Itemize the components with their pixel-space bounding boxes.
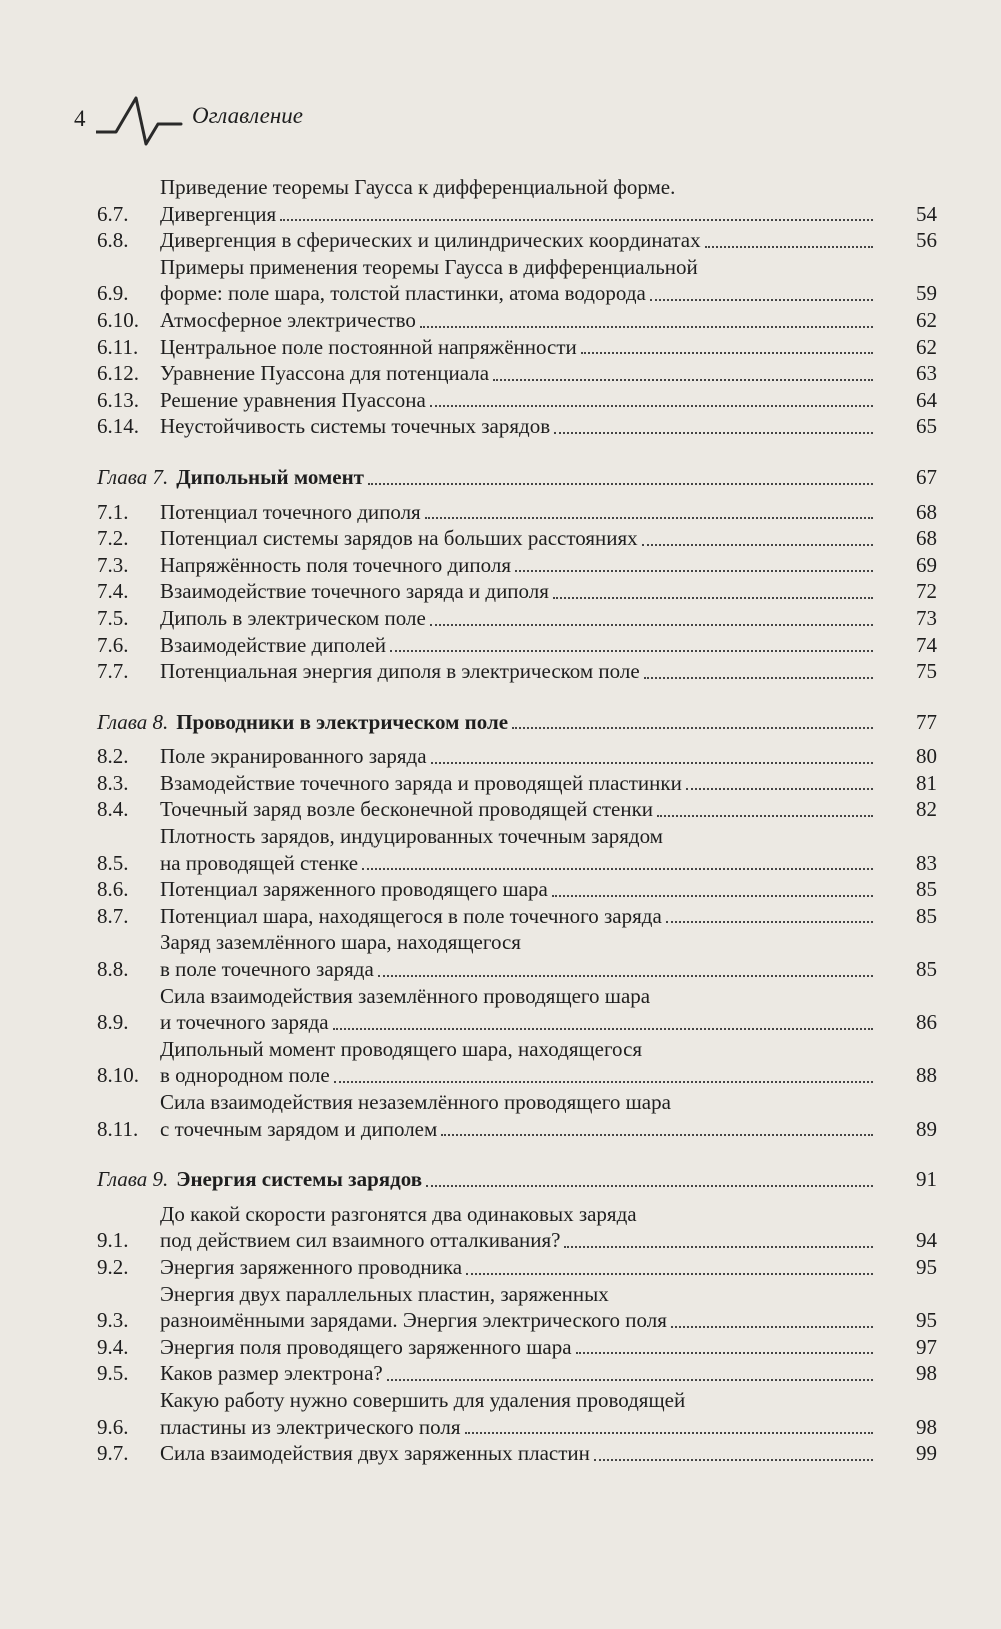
page-ref: 85 <box>916 877 937 902</box>
toc-entry <box>97 360 937 387</box>
section-number: 6.8. <box>97 228 129 253</box>
title-line <box>160 903 875 930</box>
page-ref: 81 <box>916 770 937 795</box>
dot-leader <box>650 299 873 301</box>
title-text: Точечный заряд возле бесконечной проводящей стенки <box>160 797 654 822</box>
section-title <box>160 1036 875 1089</box>
toc-entry <box>97 499 937 526</box>
title-line <box>160 578 875 605</box>
section-title <box>160 254 875 307</box>
page-ref: 65 <box>916 414 937 439</box>
section-number: 7.6. <box>97 632 129 657</box>
page-ref: 75 <box>916 659 937 684</box>
title-line <box>160 1387 875 1414</box>
page-ref: 62 <box>916 307 937 332</box>
title-line <box>160 387 875 414</box>
toc-entry <box>97 334 937 361</box>
section-number: 6.10. <box>97 307 139 332</box>
title-text: Дивергенция в сферических и цилиндрических координатах <box>160 228 701 253</box>
title-line <box>160 360 875 387</box>
section-number: 7.4. <box>97 579 129 604</box>
chapter-title: Энергия системы зарядов <box>176 1167 423 1192</box>
dot-leader <box>368 483 873 485</box>
section-title <box>160 1360 875 1387</box>
title-line <box>160 632 875 659</box>
title-line <box>160 174 875 201</box>
toc-entry <box>97 770 937 797</box>
section-title <box>160 525 875 552</box>
title-text: Дипольный момент проводящего шара, находящегося <box>160 1036 643 1061</box>
chapter-label: Глава 9. <box>97 1167 169 1192</box>
dot-leader <box>425 517 873 519</box>
toc-entry <box>97 578 937 605</box>
title-line <box>160 254 875 281</box>
section-number: 8.5. <box>97 850 129 875</box>
title-line <box>160 1307 875 1334</box>
toc-entry <box>97 1387 937 1440</box>
title-line <box>160 1201 875 1228</box>
section-title <box>160 1254 875 1281</box>
title-line <box>160 280 875 307</box>
title-text: До какой скорости разгонятся два одинаковых заряда <box>160 1201 637 1226</box>
dot-leader <box>430 624 873 626</box>
title-line <box>160 1440 875 1467</box>
title-line <box>160 1281 875 1308</box>
page-ref: 91 <box>916 1167 937 1192</box>
page-ref: 85 <box>916 957 937 982</box>
section-number: 8.3. <box>97 770 129 795</box>
chapter-label: Глава 8. <box>97 709 169 734</box>
title-line <box>160 605 875 632</box>
title-text: Заряд заземлённого шара, находящегося <box>160 930 521 955</box>
toc-entry <box>97 1440 937 1467</box>
section-title <box>160 360 875 387</box>
dot-leader <box>362 868 873 870</box>
page-ref: 62 <box>916 334 937 359</box>
section-title <box>160 1089 875 1142</box>
section-number: 8.11. <box>97 1116 139 1141</box>
title-text: Примеры применения теоремы Гаусса в дифференциальной <box>160 254 698 279</box>
toc-entry <box>97 796 937 823</box>
section-title <box>160 1334 875 1361</box>
title-line <box>160 658 875 685</box>
section-title <box>160 1281 875 1334</box>
title-line <box>160 1062 875 1089</box>
page-ref: 97 <box>916 1334 937 1359</box>
section-title <box>160 174 875 227</box>
title-text: разноимёнными зарядами. Энергия электрического поля <box>160 1308 667 1333</box>
dot-leader <box>564 1246 873 1248</box>
toc-entry <box>97 903 937 930</box>
page-ref: 69 <box>916 552 937 577</box>
title-text: в однородном поле <box>160 1063 330 1088</box>
title-line <box>160 850 875 877</box>
toc-entry <box>97 307 937 334</box>
toc-entry <box>97 413 937 440</box>
toc-entry <box>97 525 937 552</box>
dot-leader <box>430 405 873 407</box>
toc-entry <box>97 1036 937 1089</box>
chapter-title: Дипольный момент <box>176 464 364 489</box>
dot-leader <box>644 677 873 679</box>
dot-leader <box>666 921 873 923</box>
section-title <box>160 1201 875 1254</box>
section-title <box>160 1387 875 1440</box>
title-text: Напряжённость поля точечного диполя <box>160 552 511 577</box>
title-line <box>160 499 875 526</box>
dot-leader <box>466 1273 873 1275</box>
page-ref: 73 <box>916 605 937 630</box>
title-text: Центральное поле постоянной напряжённости <box>160 334 577 359</box>
page-ref: 94 <box>916 1228 937 1253</box>
section-number: 8.4. <box>97 797 129 822</box>
title-text: на проводящей стенке <box>160 850 359 875</box>
title-text: Какую работу нужно совершить для удаления проводящей <box>160 1387 686 1412</box>
section-title <box>160 387 875 414</box>
chapter-title: Проводники в электрическом поле <box>176 709 509 734</box>
dot-leader <box>431 762 873 764</box>
title-line <box>160 1009 875 1036</box>
section-number: 7.5. <box>97 605 129 630</box>
toc-entry <box>97 632 937 659</box>
toc-entry <box>97 254 937 307</box>
section-title <box>160 770 875 797</box>
section-number: 6.13. <box>97 387 139 412</box>
title-text: Сила взаимодействия незаземлённого проводящего шара <box>160 1090 671 1114</box>
section-title <box>160 552 875 579</box>
title-line <box>160 743 875 770</box>
section-number: 9.3. <box>97 1308 129 1333</box>
title-text: Плотность зарядов, индуцированных точечным зарядом <box>160 824 663 849</box>
section-number: 6.12. <box>97 361 139 386</box>
title-line <box>160 525 875 552</box>
section-number: 9.2. <box>97 1254 129 1279</box>
toc-entry <box>97 983 937 1036</box>
section-title <box>160 743 875 770</box>
title-text: Потенциал заряженного проводящего шара <box>160 877 548 902</box>
title-line <box>160 1116 875 1143</box>
title-text: Взаимодействие диполей <box>160 632 386 657</box>
title-line <box>160 1414 875 1441</box>
section-number: 6.14. <box>97 414 139 439</box>
dot-leader <box>642 544 873 546</box>
section-title <box>160 307 875 334</box>
dot-leader <box>594 1459 873 1461</box>
dot-leader <box>390 650 873 652</box>
title-text: Атмосферное электричество <box>160 307 416 332</box>
page-ref: 88 <box>916 1063 937 1088</box>
toc-entry <box>97 1281 937 1334</box>
section-title <box>160 1440 875 1467</box>
title-text: с точечным зарядом и диполем <box>160 1116 438 1141</box>
page-ref: 82 <box>916 797 937 822</box>
dot-leader <box>671 1326 873 1328</box>
page-ref: 56 <box>916 228 937 253</box>
dot-leader <box>553 597 873 599</box>
toc-entry <box>97 743 937 770</box>
dot-leader <box>280 219 873 221</box>
title-text: Энергия двух параллельных пластин, заряженных <box>160 1281 609 1306</box>
toc-entry <box>97 658 937 685</box>
dot-leader <box>552 895 873 897</box>
page-ref: 68 <box>916 526 937 551</box>
page-ref: 89 <box>916 1116 937 1141</box>
toc-entry <box>97 1254 937 1281</box>
section-number: 8.2. <box>97 744 129 769</box>
section-number: 6.9. <box>97 281 129 306</box>
title-line <box>160 876 875 903</box>
section-number: 9.5. <box>97 1361 129 1386</box>
title-text: Приведение теоремы Гаусса к дифференциальной форме. <box>160 175 676 199</box>
page-ref: 95 <box>916 1254 937 1279</box>
dot-leader <box>334 1081 873 1083</box>
section-number: 9.4. <box>97 1334 129 1359</box>
dot-leader <box>554 432 873 434</box>
title-text: Потенциал системы зарядов на больших расстояниях <box>160 526 638 551</box>
title-line <box>160 1254 875 1281</box>
title-text: Потенциал точечного диполя <box>160 499 421 524</box>
title-text: Взамодействие точечного заряда и проводящей пластинки <box>160 770 682 795</box>
title-text: Дивергенция <box>160 201 277 226</box>
section-title <box>160 632 875 659</box>
page-ref: 98 <box>916 1414 937 1439</box>
title-text: Потенциал шара, находящегося в поле точечного заряда <box>160 903 662 928</box>
page-ref: 95 <box>916 1308 937 1333</box>
section-number: 8.7. <box>97 903 129 928</box>
title-line <box>160 552 875 579</box>
dot-leader <box>581 352 873 354</box>
title-text: в поле точечного заряда <box>160 957 374 982</box>
dot-leader <box>512 727 873 729</box>
title-line <box>160 307 875 334</box>
title-text: Взаимодействие точечного заряда и диполя <box>160 579 549 604</box>
dot-leader <box>441 1134 873 1136</box>
dot-leader <box>515 570 873 572</box>
section-number: 9.1. <box>97 1228 129 1253</box>
section-number: 7.2. <box>97 526 129 551</box>
section-title <box>160 903 875 930</box>
title-text: Сила взаимодействия заземлённого проводящего шара <box>160 983 651 1008</box>
page-ref: 85 <box>916 903 937 928</box>
title-line <box>160 823 875 850</box>
page-ref: 64 <box>916 387 937 412</box>
dot-leader <box>657 815 873 817</box>
title-text: Неустойчивость системы точечных зарядов <box>160 414 551 439</box>
title-line <box>160 201 875 228</box>
page-ref: 80 <box>916 744 937 769</box>
title-text: Уравнение Пуассона для потенциала <box>160 361 490 386</box>
section-title <box>160 796 875 823</box>
page-ref: 67 <box>916 464 937 489</box>
title-line <box>160 796 875 823</box>
toc-entry <box>97 387 937 414</box>
title-line <box>160 956 875 983</box>
title-text: Каков размер электрона? <box>160 1361 383 1386</box>
toc-chapter <box>97 1166 937 1193</box>
toc-entry <box>97 174 937 227</box>
page-ref: 68 <box>916 499 937 524</box>
section-number: 7.7. <box>97 659 129 684</box>
title-text: Поле экранированного заряда <box>160 744 427 769</box>
section-title <box>160 929 875 982</box>
title-line <box>160 770 875 797</box>
section-number: 9.7. <box>97 1441 129 1466</box>
section-number: 9.6. <box>97 1414 129 1439</box>
section-title <box>160 227 875 254</box>
toc-chapter <box>97 464 937 491</box>
toc-entry <box>97 552 937 579</box>
toc-entry <box>97 929 937 982</box>
page-ref: 99 <box>916 1441 937 1466</box>
dot-leader <box>333 1028 873 1030</box>
title-line <box>160 227 875 254</box>
title-text: и точечного заряда <box>160 1010 329 1035</box>
title-text: Диполь в электрическом поле <box>160 605 426 630</box>
toc-entry <box>97 227 937 254</box>
dot-leader <box>426 1185 873 1187</box>
page-ref: 74 <box>916 632 937 657</box>
page-ref: 72 <box>916 579 937 604</box>
section-title <box>160 334 875 361</box>
title-text: под действием сил взаимного отталкивания? <box>160 1228 561 1253</box>
page-ref: 54 <box>916 201 937 226</box>
section-title <box>160 658 875 685</box>
section-title <box>160 578 875 605</box>
toc-chapter <box>97 709 937 736</box>
section-title <box>160 413 875 440</box>
section-number: 7.1. <box>97 499 129 524</box>
section-number: 6.7. <box>97 201 129 226</box>
title-line <box>160 1334 875 1361</box>
toc-entry <box>97 1360 937 1387</box>
toc-entry <box>97 876 937 903</box>
title-line <box>160 1227 875 1254</box>
toc-entry <box>97 605 937 632</box>
dot-leader <box>493 379 873 381</box>
toc-entry <box>97 823 937 876</box>
page-header <box>74 88 474 158</box>
dot-leader <box>378 975 873 977</box>
page-ref: 98 <box>916 1361 937 1386</box>
title-text: Энергия поля проводящего заряженного шара <box>160 1334 572 1359</box>
title-text: Потенциальная энергия диполя в электрическом поле <box>160 659 640 684</box>
section-number: 8.10. <box>97 1063 139 1088</box>
section-number: 8.9. <box>97 1010 129 1035</box>
dot-leader <box>686 788 873 790</box>
title-text: Сила взаимодействия двух заряженных пластин <box>160 1441 590 1466</box>
page-number: 4 <box>74 106 86 131</box>
dot-leader <box>387 1379 873 1381</box>
toc-entry <box>97 1089 937 1142</box>
title-line <box>160 1360 875 1387</box>
dot-leader <box>420 326 873 328</box>
page-ref: 59 <box>916 281 937 306</box>
title-line <box>160 983 875 1010</box>
chapter-label: Глава 7. <box>97 464 169 489</box>
section-title <box>160 823 875 876</box>
page-ref: 86 <box>916 1010 937 1035</box>
title-text: Энергия заряженного проводника <box>160 1254 463 1279</box>
section-number: 6.11. <box>97 334 139 359</box>
title-line <box>160 334 875 361</box>
section-number: 7.3. <box>97 552 129 577</box>
title-line <box>160 1089 875 1116</box>
section-title <box>160 983 875 1036</box>
dot-leader <box>465 1432 874 1434</box>
page-ref: 83 <box>916 850 937 875</box>
title-text: форме: поле шара, толстой пластинки, атома водорода <box>160 281 646 306</box>
section-number: 8.8. <box>97 957 129 982</box>
section-title <box>160 605 875 632</box>
page-ref: 63 <box>916 361 937 386</box>
page-ref: 77 <box>916 709 937 734</box>
dot-leader <box>576 1352 873 1354</box>
table-of-contents <box>97 174 937 1467</box>
toc-entry <box>97 1334 937 1361</box>
section-title <box>160 499 875 526</box>
section-title <box>160 876 875 903</box>
section-number: 8.6. <box>97 877 129 902</box>
running-title: Оглавление <box>192 103 304 128</box>
title-text: пластины из электрического поля <box>160 1414 461 1439</box>
dot-leader <box>705 246 873 248</box>
title-line <box>160 929 875 956</box>
toc-entry <box>97 1201 937 1254</box>
title-line <box>160 413 875 440</box>
title-line <box>160 1036 875 1063</box>
title-text: Решение уравнения Пуассона <box>160 387 426 412</box>
